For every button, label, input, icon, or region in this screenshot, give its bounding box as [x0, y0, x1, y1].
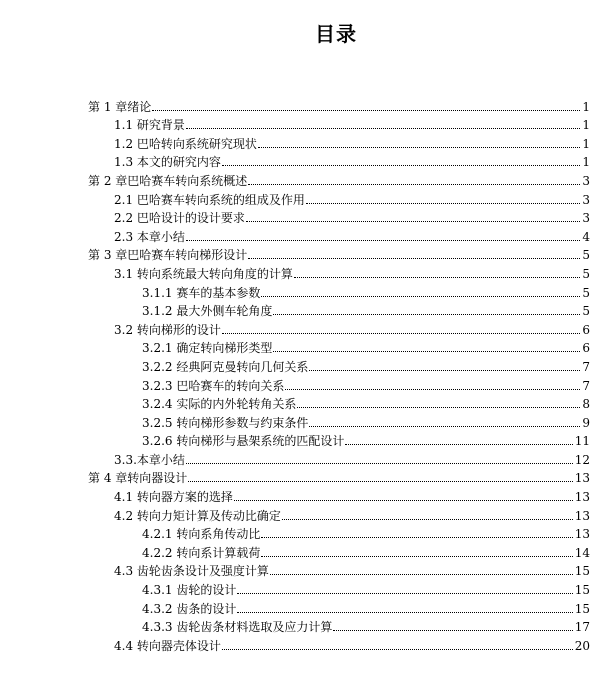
toc-entry-title: 4.1 转向器方案的选择: [114, 490, 233, 505]
toc-entry-page-number: 1: [582, 155, 590, 170]
toc-entry-page-number: 7: [582, 359, 590, 374]
dot-leader: [282, 519, 573, 520]
toc-entry-title: 第 4 章转向器设计: [88, 471, 188, 486]
toc-entry-title: 4.2.1 转向系角传动比: [142, 527, 261, 542]
toc-entry-page-number: 8: [582, 397, 590, 412]
dot-leader: [152, 110, 580, 111]
toc-entry-title: 第 3 章巴哈赛车转向梯形设计: [88, 248, 248, 263]
dot-leader: [237, 593, 572, 594]
toc-entry[interactable]: [0, 542, 612, 561]
toc-entry-title: 3.2.3 巴哈赛车的转向关系: [142, 378, 285, 393]
toc-entry[interactable]: [0, 226, 612, 245]
toc-entry[interactable]: [0, 505, 612, 524]
toc-entry-title: 3.1 转向系统最大转向角度的计算: [114, 266, 293, 281]
toc-entry[interactable]: [0, 356, 612, 375]
toc-entry[interactable]: [0, 115, 612, 134]
toc-entry-title: 4.2.2 转向系计算载荷: [142, 545, 261, 560]
toc-entry[interactable]: [0, 301, 612, 320]
toc-entry-title: 2.1 巴哈赛车转向系统的组成及作用: [114, 192, 305, 207]
toc-entry-page-number: 15: [574, 583, 590, 598]
toc-entry-page-number: 11: [574, 434, 590, 449]
toc-entry-page-number: 15: [574, 601, 590, 616]
toc-entry-page-number: 5: [582, 304, 590, 319]
dot-leader: [309, 370, 580, 371]
toc-entry-page-number: 13: [574, 490, 590, 505]
toc-entry[interactable]: [0, 189, 612, 208]
toc-entry-title: 4.3.1 齿轮的设计: [142, 583, 237, 598]
dot-leader: [297, 407, 580, 408]
toc-entry[interactable]: [0, 449, 612, 468]
toc-entry-title: 3.1.2 最大外侧车轮角度: [142, 304, 273, 319]
dot-leader: [261, 296, 580, 297]
toc-entry-page-number: 1: [582, 118, 590, 133]
dot-leader: [285, 389, 580, 390]
toc-entry-page-number: 1: [582, 136, 590, 151]
toc-entry-page-number: 15: [574, 564, 590, 579]
toc-entry-page-number: 20: [574, 638, 590, 653]
dot-leader: [294, 277, 580, 278]
toc-entry-title: 第 1 章绪论: [88, 99, 152, 114]
toc-entry-title: 3.2 转向梯形的设计: [114, 322, 221, 337]
toc-entry-page-number: 5: [582, 285, 590, 300]
toc-entry[interactable]: [0, 561, 612, 580]
page-title: 目录: [315, 22, 357, 46]
toc-entry-title: 4.3.3 齿轮齿条材料选取及应力计算: [142, 620, 333, 635]
toc-entry[interactable]: [0, 338, 612, 357]
dot-leader: [258, 147, 580, 148]
dot-leader: [246, 221, 580, 222]
toc-entry[interactable]: [0, 431, 612, 450]
toc-entry-page-number: 6: [582, 341, 590, 356]
toc-entry-title: 3.2.4 实际的内外轮转角关系: [142, 397, 297, 412]
toc-entry[interactable]: [0, 486, 612, 505]
dot-leader: [306, 203, 580, 204]
toc-entry-title: 3.2.5 转向梯形参数与约束条件: [142, 415, 309, 430]
toc-entry[interactable]: [0, 96, 612, 115]
toc-entry-title: 4.3 齿轮齿条设计及强度计算: [114, 564, 269, 579]
dot-leader: [273, 314, 580, 315]
toc-entry-title: 4.2 转向力矩计算及传动比确定: [114, 508, 281, 523]
toc-entry[interactable]: [0, 170, 612, 189]
toc-entry[interactable]: [0, 579, 612, 598]
dot-leader: [222, 333, 580, 334]
toc-entry-title: 3.2.6 转向梯形与悬架系统的匹配设计: [142, 434, 345, 449]
dot-leader: [186, 240, 580, 241]
toc-entry-page-number: 5: [582, 248, 590, 263]
toc-entry-page-number: 6: [582, 322, 590, 337]
dot-leader: [248, 184, 580, 185]
toc-entry[interactable]: [0, 263, 612, 282]
toc-entry[interactable]: [0, 208, 612, 227]
dot-leader: [186, 128, 580, 129]
table-of-contents: [0, 96, 612, 654]
toc-entry-page-number: 5: [582, 266, 590, 281]
dot-leader: [261, 556, 572, 557]
toc-entry[interactable]: [0, 375, 612, 394]
toc-entry-title: 3.1.1 赛车的基本参数: [142, 285, 261, 300]
toc-entry[interactable]: [0, 319, 612, 338]
dot-leader: [237, 612, 572, 613]
toc-entry[interactable]: [0, 245, 612, 264]
dot-leader: [188, 481, 572, 482]
toc-entry-page-number: 12: [574, 452, 590, 467]
toc-entry-page-number: 3: [582, 192, 590, 207]
toc-entry-page-number: 7: [582, 378, 590, 393]
toc-entry-title: 2.2 巴哈设计的设计要求: [114, 211, 245, 226]
dot-leader: [261, 537, 572, 538]
dot-leader: [309, 426, 580, 427]
dot-leader: [222, 649, 573, 650]
toc-entry-page-number: 9: [582, 415, 590, 430]
toc-entry[interactable]: [0, 635, 612, 654]
toc-entry[interactable]: [0, 468, 612, 487]
toc-entry[interactable]: [0, 617, 612, 636]
toc-entry-title: 1.1 研究背景: [114, 118, 185, 133]
toc-entry-page-number: 13: [574, 527, 590, 542]
toc-entry-title: 第 2 章巴哈赛车转向系统概述: [88, 173, 248, 188]
toc-entry-title: 4.3.2 齿条的设计: [142, 601, 237, 616]
toc-entry-title: 1.3 本文的研究内容: [114, 155, 221, 170]
toc-entry-page-number: 1: [582, 99, 590, 114]
toc-entry[interactable]: [0, 524, 612, 543]
toc-entry-title: 1.2 巴哈转向系统研究现状: [114, 136, 257, 151]
toc-entry-page-number: 13: [574, 508, 590, 523]
dot-leader: [234, 500, 573, 501]
toc-entry-page-number: 17: [574, 620, 590, 635]
toc-entry-title: 2.3 本章小结: [114, 229, 185, 244]
toc-entry-title: 3.2.2 经典阿克曼转向几何关系: [142, 359, 309, 374]
toc-entry-page-number: 3: [582, 211, 590, 226]
dot-leader: [248, 258, 580, 259]
toc-entry-title: 3.2.1 确定转向梯形类型: [142, 341, 273, 356]
toc-entry-page-number: 3: [582, 173, 590, 188]
dot-leader: [333, 630, 572, 631]
toc-entry-page-number: 13: [574, 471, 590, 486]
toc-entry-page-number: 4: [582, 229, 590, 244]
toc-entry[interactable]: [0, 394, 612, 413]
dot-leader: [270, 574, 573, 575]
toc-entry-title: 4.4 转向器壳体设计: [114, 638, 221, 653]
toc-entry[interactable]: [0, 152, 612, 171]
dot-leader: [345, 444, 572, 445]
toc-entry-page-number: 14: [574, 545, 590, 560]
toc-entry[interactable]: [0, 282, 612, 301]
toc-entry-title: 3.3.本章小结: [114, 452, 185, 467]
toc-entry[interactable]: [0, 598, 612, 617]
dot-leader: [186, 463, 573, 464]
dot-leader: [273, 351, 580, 352]
toc-entry[interactable]: [0, 133, 612, 152]
dot-leader: [222, 165, 580, 166]
toc-entry[interactable]: [0, 412, 612, 431]
